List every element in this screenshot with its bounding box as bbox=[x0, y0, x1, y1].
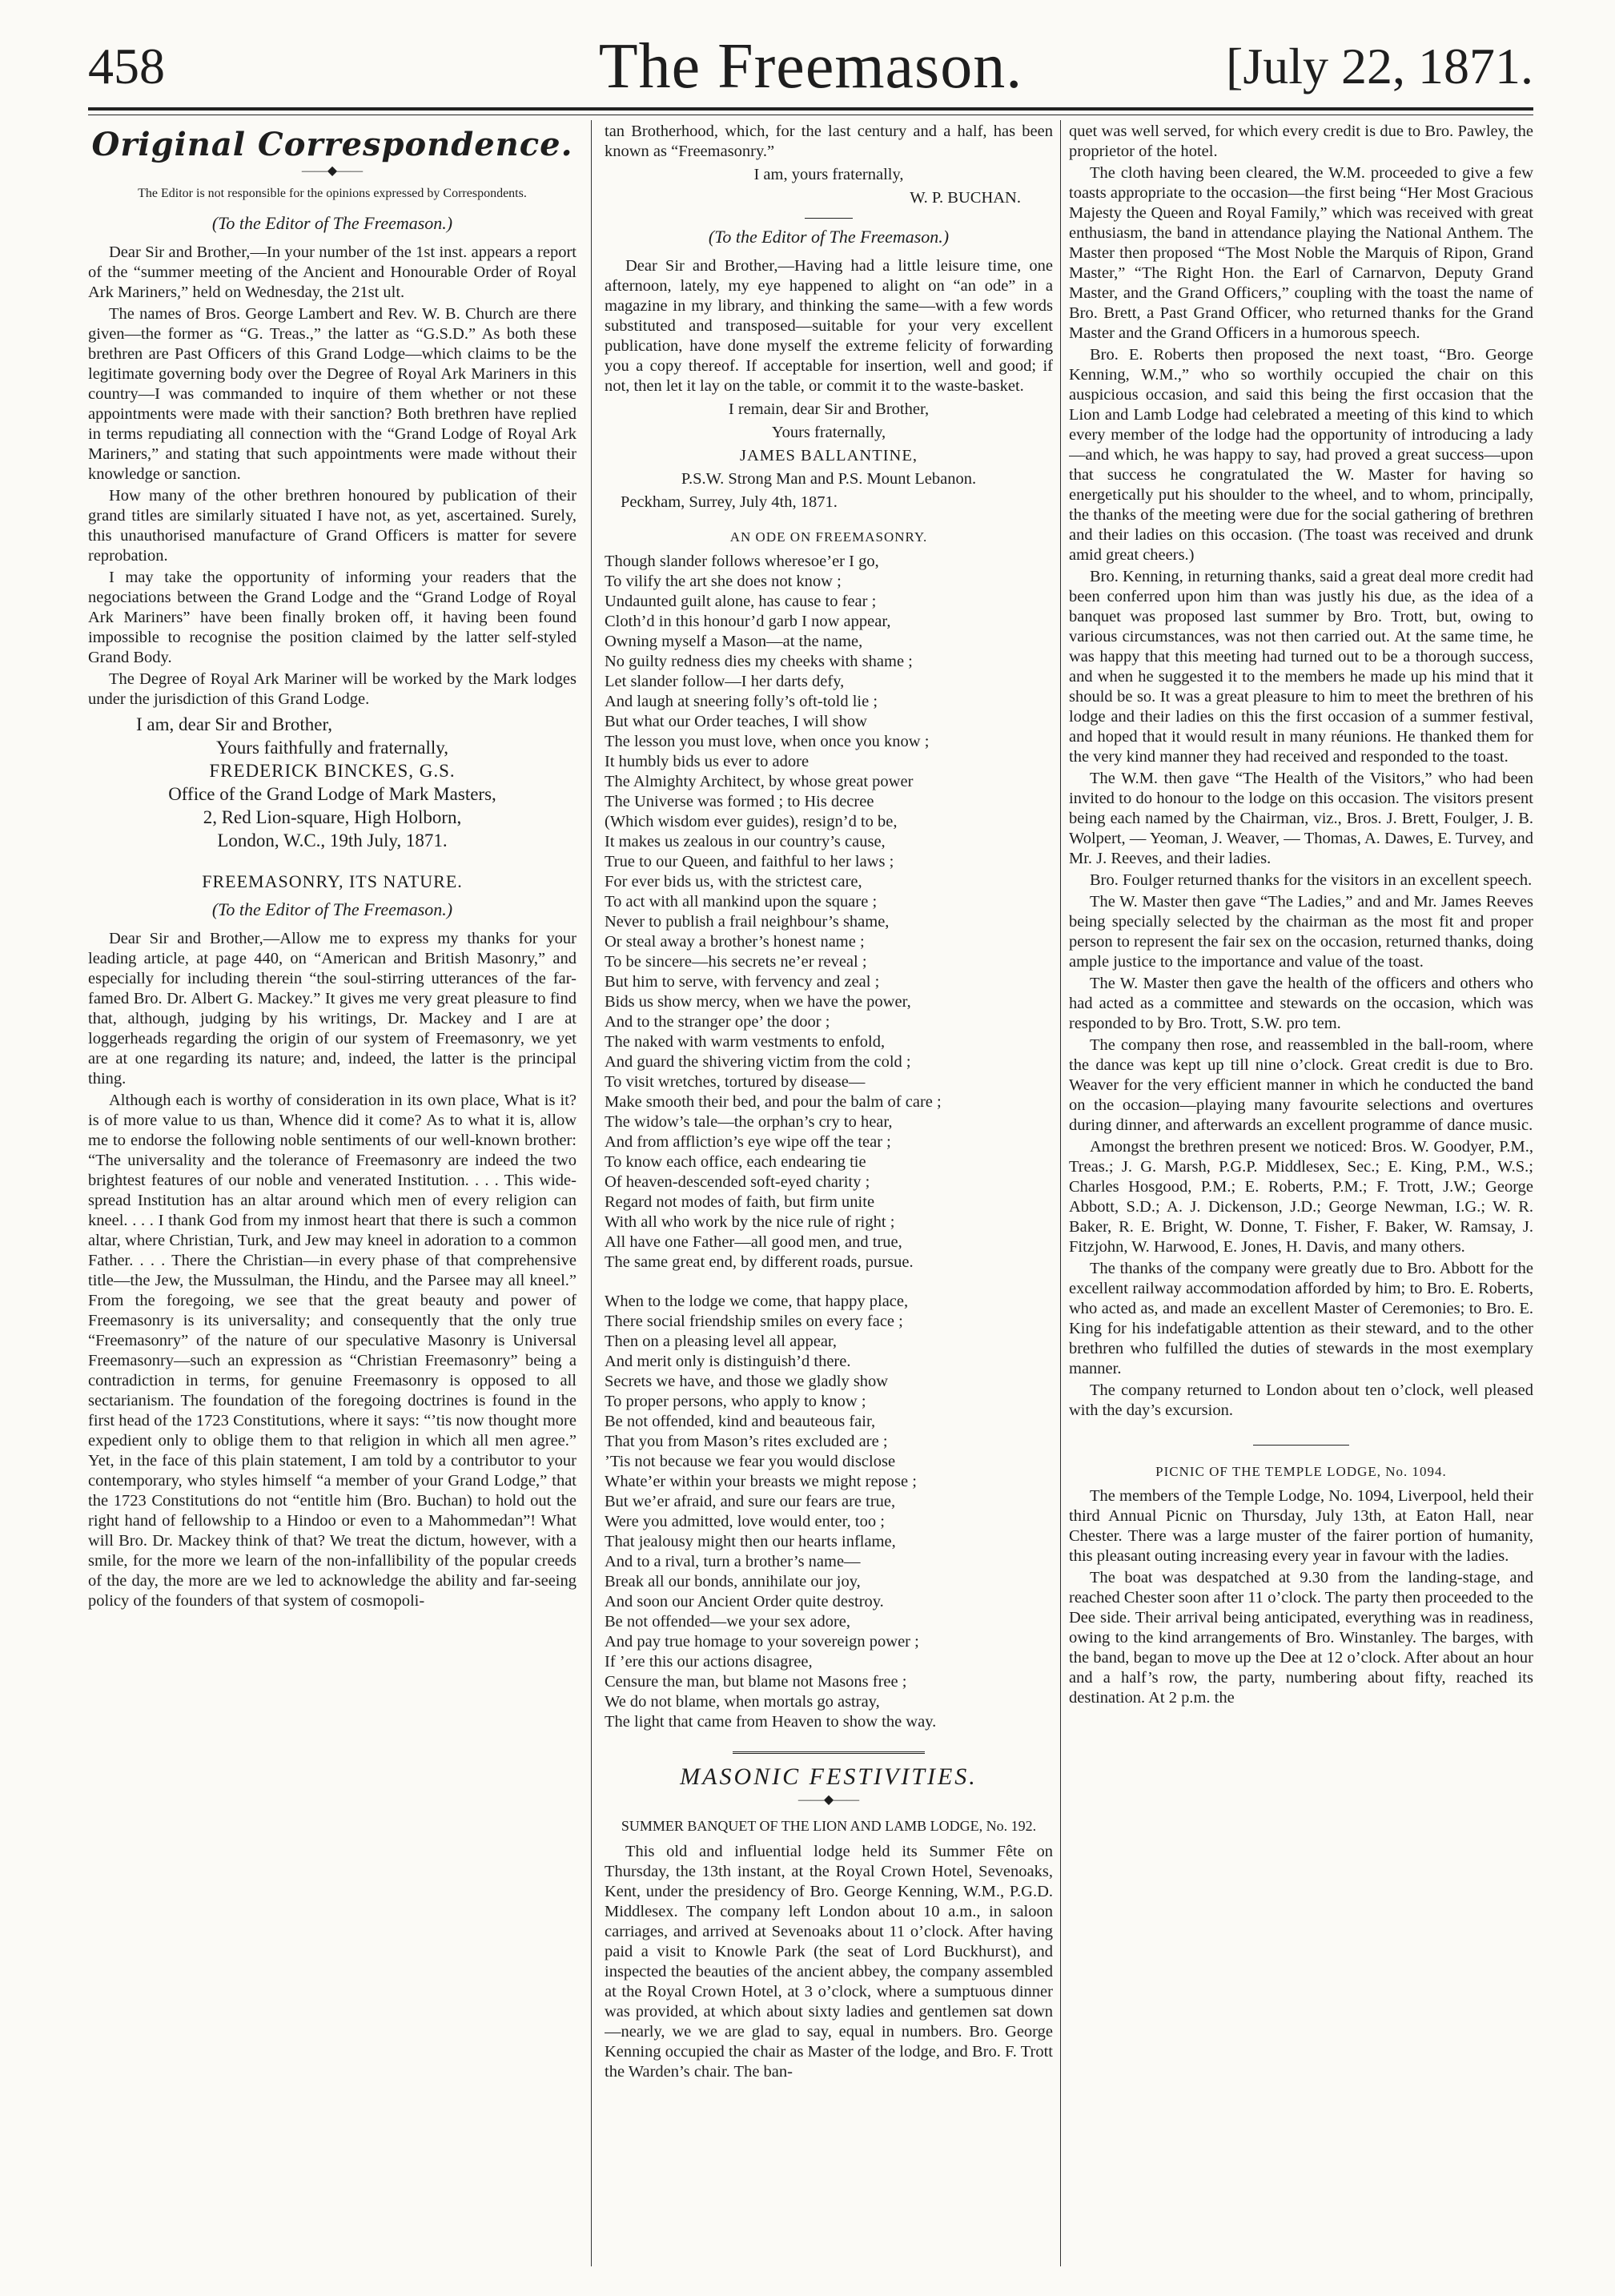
section-rule bbox=[733, 1751, 925, 1754]
poem-line: Cloth’d in this honour’d garb I now appear, bbox=[605, 613, 891, 630]
poem-line: To be sincere—his secrets ne’er reveal ; bbox=[605, 953, 867, 971]
ode-heading: AN ODE ON FREEMASONRY. bbox=[729, 529, 928, 545]
poem-line: And to the stranger ope’ the door ; bbox=[605, 1013, 830, 1031]
paragraph: The cloth having been cleared, the W.M. proceeded to give a few toasts appropriate to the occasion—the first being “Her Most Gracious Majesty the Queen and Royal Family,” which was received with great enthusiasm, the band in attendance playing the National Anthem. The Master then proposed “The Most Noble the Marquis of Ripon, Grand Master,” “The Right Hon. the Earl of Carnarvon, Deputy Grand Master, and the Grand Officers,” coupling with the toast the name of Bro. Brett, a Past Grand Officer, who returned thanks for the Grand Master and the Grand Officers in a humorous speech. bbox=[1069, 164, 1533, 342]
poem-line: That you from Mason’s rites excluded are ; bbox=[605, 1433, 888, 1450]
poem-line: To know each office, each endearing tie bbox=[605, 1153, 866, 1171]
poem-line: But him to serve, with fervency and zeal ; bbox=[605, 973, 880, 991]
poem-line: Be not offended, kind and beauteous fair, bbox=[605, 1413, 876, 1430]
closing: I am, yours fraternally, bbox=[753, 166, 904, 183]
paragraph: This old and influential lodge held its Summer Fête on Thursday, the 13th instant, at the Royal Crown Hotel, Sevenoaks, Kent, under the presidency of Bro. George Kenning, W.M., P.G.D. Middlesex. The company left London about 10 a.m., in saloon carriages, and arrived at Sevenoaks about 11 o’clock. After having paid a visit to Knowle Park (the seat of Lord Buckhurst), and inspected the beauties of the ancient abbey, the company assembled at the Royal Crown Hotel, at 3 o’clock, where a sumptuous dinner was provided, at which about sixty ladies and gentlemen sat down—nearly, we we are glad to say, equal in numbers. Bro. George Kenning occupied the chair as Master of the lodge, and Bro. F. Trott the Warden’s chair. The ban- bbox=[605, 1843, 1053, 2081]
poem-line: Never to publish a frail neighbour’s shame, bbox=[605, 913, 890, 931]
paragraph: The thanks of the company were greatly due to Bro. Abbott for the excellent railway accommodation afforded by him; to Bro. E. Roberts, who acted as, and made an excellent Master of Ceremonies; to Bro. E. King for his indefatigable attention as their steward, and to the other brethren who fulfilled the duties of stewards in the most exemplary manner. bbox=[1069, 1260, 1533, 1377]
signature: JAMES BALLANTINE, bbox=[740, 447, 918, 464]
closing: I remain, dear Sir and Brother, bbox=[728, 400, 930, 418]
divider bbox=[1253, 1445, 1349, 1446]
ode-stanza bbox=[605, 1292, 1053, 1732]
paragraph: Dear Sir and Brother,—Having had a little leisure time, one afternoon, lately, my eye happened to alight on “an ode” in a magazine in my library, and thinking the same—with a few words substituted and transposed—suitable for your very excellent publication, have done myself the extreme felicity of forwarding you a copy thereof. If acceptable for insertion, well and good; if not, then let it lay on the table, or commit it to the waste-basket. bbox=[605, 257, 1053, 395]
poem-line: There social friendship smiles on every face ; bbox=[605, 1313, 903, 1330]
poem-line: Whate’er within your breasts we might repose ; bbox=[605, 1473, 917, 1490]
poem-line: The same great end, by different roads, pursue. bbox=[605, 1253, 914, 1271]
letter-salutation: (To the Editor of The Freemason.) bbox=[211, 899, 453, 919]
poem-line: No guilty redness dies my cheeks with shame ; bbox=[605, 653, 913, 670]
poem-line: And laugh at sneering folly’s oft-told lie ; bbox=[605, 693, 878, 710]
divider bbox=[805, 218, 853, 219]
poem-line: And to a rival, turn a brother’s name— bbox=[605, 1553, 861, 1570]
poem-line: ’Tis not because we fear you would disclose bbox=[605, 1453, 896, 1470]
page-number: 458 bbox=[88, 38, 165, 94]
paragraph: quet was well served, for which every credit is due to Bro. Pawley, the proprietor of the hotel. bbox=[1069, 123, 1533, 160]
poem-line: Or steal away a brother’s honest name ; bbox=[605, 933, 865, 951]
paragraph: The W.M. then gave “The Health of the Visitors,” who had been invited to do honour to the lodge on this occasion. The visitors present being each named by the Chairman, viz., Bros. J. Brett, Foulger, J. B. Wolpert, — Yeoman, J. Weaver, — Thomas, A. Dawes, E. Turvey, and Mr. J. Reeves, and their ladies. bbox=[1069, 770, 1533, 867]
poem-line: And guard the shivering victim from the cold ; bbox=[605, 1053, 911, 1071]
festivities-title: MASONIC FESTIVITIES. bbox=[680, 1763, 978, 1790]
poem-line: We do not blame, when mortals go astray, bbox=[605, 1693, 880, 1711]
address-line: 2, Red Lion-square, High Holborn, bbox=[203, 807, 462, 827]
poem-line: The widow’s tale—the orphan’s cry to hear, bbox=[605, 1113, 893, 1131]
section-title: Original Correspondence. bbox=[91, 126, 573, 163]
poem-line: And soon our Ancient Order quite destroy. bbox=[605, 1593, 884, 1610]
picnic-heading: PICNIC OF THE TEMPLE LODGE, No. 1094. bbox=[1155, 1464, 1447, 1479]
poem-line: And pay true homage to your sovereign power ; bbox=[605, 1633, 919, 1651]
place-date: Peckham, Surrey, July 4th, 1871. bbox=[621, 493, 838, 511]
poem-line: That jealousy might then our hearts inflame, bbox=[605, 1533, 896, 1550]
poem-line: Let slander follow—I her darts defy, bbox=[605, 673, 845, 690]
poem-line: But we’er afraid, and sure our fears are true, bbox=[605, 1493, 896, 1510]
poem-line: To vilify the art she does not know ; bbox=[605, 573, 842, 590]
poem-line: Undaunted guilt alone, has cause to fear ; bbox=[605, 593, 877, 610]
poem-line: When to the lodge we come, that happy place, bbox=[605, 1293, 909, 1310]
paragraph: Amongst the brethren present we noticed: Bros. W. Goodyer, P.M., Treas.; J. G. Marsh, P.G.P. Middlesex, Sec.; E. King, P.M., W.S.; Charles Hosgood, P.M.; E. Roberts, P.M.; F. Trott, J.W.; George Abbott, S.D.; A. J. Dickenson, J.D.; George Newman, I.G.; W. R. Baker, R. E. Bright, W. Donne, T. Fisher, F. Baker, W. Ramsay, J. Fitzjohn, W. Harwood, E. Jones, H. Davis, and many others. bbox=[1069, 1138, 1533, 1256]
poem-line: Censure the man, but blame not Masons free ; bbox=[605, 1673, 907, 1691]
paragraph: The members of the Temple Lodge, No. 1094, Liverpool, held their third Annual Picnic on Thursday, July 13th, at Eaton Hall, near Chester. There was a large muster of the fairer portion of humanity, this pleasant outing increasing every year in favour with the ladies. bbox=[1069, 1487, 1533, 1565]
poem-line: To proper persons, who apply to know ; bbox=[605, 1393, 866, 1410]
poem-line: The Universe was formed ; to His decree bbox=[605, 793, 874, 810]
column-divider bbox=[1060, 120, 1061, 2266]
paragraph: The company returned to London about ten o’clock, well pleased with the day’s excursion. bbox=[1069, 1381, 1533, 1419]
paragraph: Bro. Kenning, in returning thanks, said a great deal more credit had been conferred upon him than was justly his due, as the idea of a banquet was proposed last summer by Bro. Trott, but, owing to various circumstances, was not then carried out. At the same time, he was happy that this meeting had turned out to be a thorough success, and when he suggested it to the members he made up his mind that it should be so. It was a great pleasure to him to meet the brethren of his lodge and their ladies on this the first occasion of a summer festival, and hoped that it would result in many réunions. He thanked them for the very kind manner they had received and responded to the toast. bbox=[1069, 568, 1533, 766]
signature: FREDERICK BINCKES, G.S. bbox=[209, 761, 456, 781]
poem-line: It humbly bids us ever to adore bbox=[605, 753, 810, 770]
signature-block bbox=[88, 714, 576, 850]
poem-line: To visit wretches, tortured by disease— bbox=[605, 1073, 866, 1091]
ornament-divider: ——◆—— bbox=[301, 164, 364, 178]
ornament-divider: ——◆—— bbox=[797, 1793, 860, 1807]
paragraph: Dear Sir and Brother,—Allow me to express my thanks for your leading article, at page 440, on “American and British Masonry,” and especially for including therein “the soul-stirring utterances of the far-famed Bro. Dr. Albert G. Mackey.” It gives me very great pleasure to find that, although, judging by his writings, Dr. Mackey and I are at loggerheads regarding the origin of our system of Freemasonry, we yet are at one regarding its nature; and, indeed, the latter is the principal thing. bbox=[88, 930, 576, 1088]
paragraph: The names of Bros. George Lambert and Rev. W. B. Church are there given—the former as “G. Treas.,” the latter as “G.S.D.” As both these brethren are Past Officers of this Grand Lodge—which claims to be the legitimate governing body over the Degree of Royal Ark Mariners in this country—I was commanded to inquire of them whether or not these appointments were made with their sanction? Both brethren have replied in terms repudiating all connection with the “Grand Lodge of Royal Ark Mariners,” and stating that such appointments were made without their knowledge or sanction. bbox=[88, 305, 576, 483]
poem-line: Of heaven-descended soft-eyed charity ; bbox=[605, 1173, 870, 1191]
poem-line: And from affliction’s eye wipe off the tear ; bbox=[605, 1133, 891, 1151]
paragraph: Bro. E. Roberts then proposed the next toast, “Bro. George Kenning, W.M.,” who so worthily occupied the chair on this auspicious occasion, and said this being the first occasion that the Lion and Lamb Lodge had celebrated a meeting of this kind to which every member of the lodge had the opportunity of introducing a lady—and which, he was happy to say, had proved a great success—upon that success he congratulated the W. Master for having so energetically put his shoulder to the wheel, and to whom, principally, the thanks of the meeting were due for the social gathering of brethren and their ladies on this occasion. (The toast was received and drunk amid great cheers.) bbox=[1069, 346, 1533, 564]
paragraph: Bro. Foulger returned thanks for the visitors in an excellent speech. bbox=[1090, 871, 1533, 889]
closing: Yours faithfully and fraternally, bbox=[216, 738, 448, 758]
editor-note: The Editor is not responsible for the opinions expressed by Correspondents. bbox=[138, 187, 527, 200]
poem-line: With all who work by the nice rule of right ; bbox=[605, 1213, 895, 1231]
poem-line: The light that came from Heaven to show the way. bbox=[605, 1713, 937, 1731]
paragraph: tan Brotherhood, which, for the last century and a half, has been known as “Freemasonry.” bbox=[605, 123, 1053, 160]
closing: Yours fraternally, bbox=[771, 424, 886, 441]
poem-line: Then on a pleasing level all appear, bbox=[605, 1333, 838, 1350]
poem-line: True to our Queen, and faithful to her laws ; bbox=[605, 853, 894, 871]
poem-line: Owning myself a Mason—at the name, bbox=[605, 633, 863, 650]
letter-salutation: (To the Editor of The Freemason.) bbox=[708, 227, 950, 247]
poem-line: For ever bids us, with the strictest care, bbox=[605, 873, 862, 891]
poem-line: Be not offended—we your sex adore, bbox=[605, 1613, 851, 1631]
column-2 bbox=[605, 122, 1053, 2276]
column-divider bbox=[591, 120, 592, 2266]
masthead-rule bbox=[88, 107, 1533, 111]
paragraph: How many of the other brethren honoured by publication of their grand titles are similarly situated I have not, as yet, ascertained. Surely, this unauthorised manufacture of Grand Officers is matter for severe reprobation. bbox=[88, 487, 576, 565]
poem-line: The naked with warm vestments to enfold, bbox=[605, 1033, 886, 1051]
column-3 bbox=[1069, 122, 1533, 2276]
ode-stanza bbox=[605, 552, 1053, 1273]
address-line: London, W.C., 19th July, 1871. bbox=[217, 830, 448, 850]
signature: W. P. BUCHAN. bbox=[910, 189, 1021, 207]
newspaper-title: The Freemason. bbox=[598, 31, 1023, 102]
letter-salutation: (To the Editor of The Freemason.) bbox=[211, 213, 453, 233]
paragraph: The Degree of Royal Ark Mariner will be worked by the Mark lodges under the jurisdiction of this Grand Lodge. bbox=[88, 670, 576, 708]
poem-line: To act with all mankind upon the square ; bbox=[605, 893, 878, 911]
poem-line: (Which wisdom ever guides), resign’d to be, bbox=[605, 813, 898, 830]
poem-line: Bids us show mercy, when we have the power, bbox=[605, 993, 911, 1011]
poem-line: Regard not modes of faith, but firm unite bbox=[605, 1193, 875, 1211]
poem-line: But what our Order teaches, I will show bbox=[605, 713, 867, 730]
poem-line: Break all our bonds, annihilate our joy, bbox=[605, 1573, 861, 1590]
article-heading: FREEMASONRY, ITS NATURE. bbox=[202, 871, 463, 891]
paragraph: I may take the opportunity of informing your readers that the negociations between the Grand Lodge and the “Grand Lodge of Royal Ark Mariners” have been finally broken off, it having been found impossible to recognise the position claimed by the latter self-styled Grand Body. bbox=[88, 569, 576, 666]
paragraph: The W. Master then gave the health of the officers and others who had acted as a committee and stewards on the occasion, which was responded to by Bro. Trott, S.W. pro tem. bbox=[1069, 975, 1533, 1032]
signature-title: P.S.W. Strong Man and P.S. Mount Lebanon. bbox=[681, 470, 977, 488]
poem-line: Were you admitted, love would enter, too ; bbox=[605, 1513, 885, 1530]
issue-date: [July 22, 1871. bbox=[1226, 38, 1533, 94]
poem-line: If ’ere this our actions disagree, bbox=[605, 1653, 813, 1671]
column-1 bbox=[88, 122, 576, 2276]
paragraph: The W. Master then gave “The Ladies,” and and Mr. James Reeves being specially selected by the chairman as the most fit and proper person to represent the fair sex on the occasion, returned thanks, doing ample justice to the importance and value of the toast. bbox=[1069, 893, 1533, 971]
masthead bbox=[88, 22, 1533, 119]
poem-line: Secrets we have, and those we gladly show bbox=[605, 1373, 889, 1390]
poem-line: Though slander follows wheresoe’er I go, bbox=[605, 553, 879, 570]
festivities-subheading: SUMMER BANQUET OF THE LION AND LAMB LODGE, No. 192. bbox=[621, 1818, 1037, 1834]
closing: I am, dear Sir and Brother, bbox=[136, 714, 332, 734]
address-line: Office of the Grand Lodge of Mark Masters, bbox=[168, 784, 496, 804]
paragraph: The boat was despatched at 9.30 from the landing-stage, and reached Chester soon after 11 o’clock. The party then proceeded to the Dee side. Their arrival being anticipated, everything was in readiness, owing to the kind arrangements of Bro. Winstanley. The barges, with the band, began to move up the Dee at 12 o’clock. After about an hour and a half’s row, the party, numbering about fifty, reached its destination. At 2 p.m. the bbox=[1069, 1569, 1533, 1707]
paragraph: The company then rose, and reassembled in the ball-room, where the dance was kept up till nine o’clock. Great credit is due to Bro. Weaver for the very efficient manner in which he conducted the band on the occasion—playing many favourite selections and overtures during dinner, and afterwards an excellent programme of dance music. bbox=[1069, 1036, 1533, 1134]
poem-line: Make smooth their bed, and pour the balm of care ; bbox=[605, 1093, 942, 1111]
poem-line: And merit only is distinguish’d there. bbox=[605, 1353, 851, 1370]
poem-line: The Almighty Architect, by whose great power bbox=[605, 773, 914, 790]
poem-line: All have one Father—all good men, and true, bbox=[605, 1233, 902, 1251]
poem-line: It makes us zealous in our country’s cause, bbox=[605, 833, 886, 850]
paragraph: Dear Sir and Brother,—In your number of the 1st inst. appears a report of the “summer meeting of the Ancient and Honourable Order of Royal Ark Mariners,” held on Wednesday, the 21st ult. bbox=[88, 243, 576, 301]
paragraph: Although each is worthy of consideration in its own place, What is it? is of more value to us than, Whence did it come? As to what it is, allow me to endorse the following noble sentiments of our well-known brother: “The universality and the tolerance of Freemasonry are indeed the two brightest features of our noble and venerated Institution. . . . This wide-spread Institution has an altar around which men of every religion can kneel. . . . I thank God from my inmost heart that there is such a common altar, where Christian, Turk, and Jew may kneel in adoration to a common Father. . . . There the Christian—in every phase of that comprehensive title—the Jew, the Mussulman, the Hindu, and the Parsee may all kneel.” From the foregoing, we see that the great beauty and power of Freemasonry is its universality; and consequently that the only true “Freemasonry” of the nature of our speculative Masonry is Universal Freemasonry—such an expression as “Christian Freemasonry” being a contradiction in terms, for genuine Freemasonry is opposed to all sectarianism. The foundation of the foregoing doctrines is found in the first head of the 1723 Constitutions, where it says: “’tis now thought more expedient only to oblige them to that religion in which all men agree.” Yet, in the face of this plain statement, I am told by a contributor to your contemporary, who styles himself “a member of your Grand Lodge,” that the 1723 Constitutions do not “entitle him (Bro. Buchan) to hold out the right hand of fellowship to a Hindoo or even to a Mahommedan”! What will Bro. Dr. Mackey think of that? We treat the dictum, however, with a smile, for the more we learn of the non-infallibility of the popular creeds of the day, the more are we led to acknowledge the ability and far-seeing policy of the founders of that system of cosmopoli- bbox=[88, 1092, 576, 1610]
poem-line: The lesson you must love, when once you know ; bbox=[605, 733, 930, 750]
